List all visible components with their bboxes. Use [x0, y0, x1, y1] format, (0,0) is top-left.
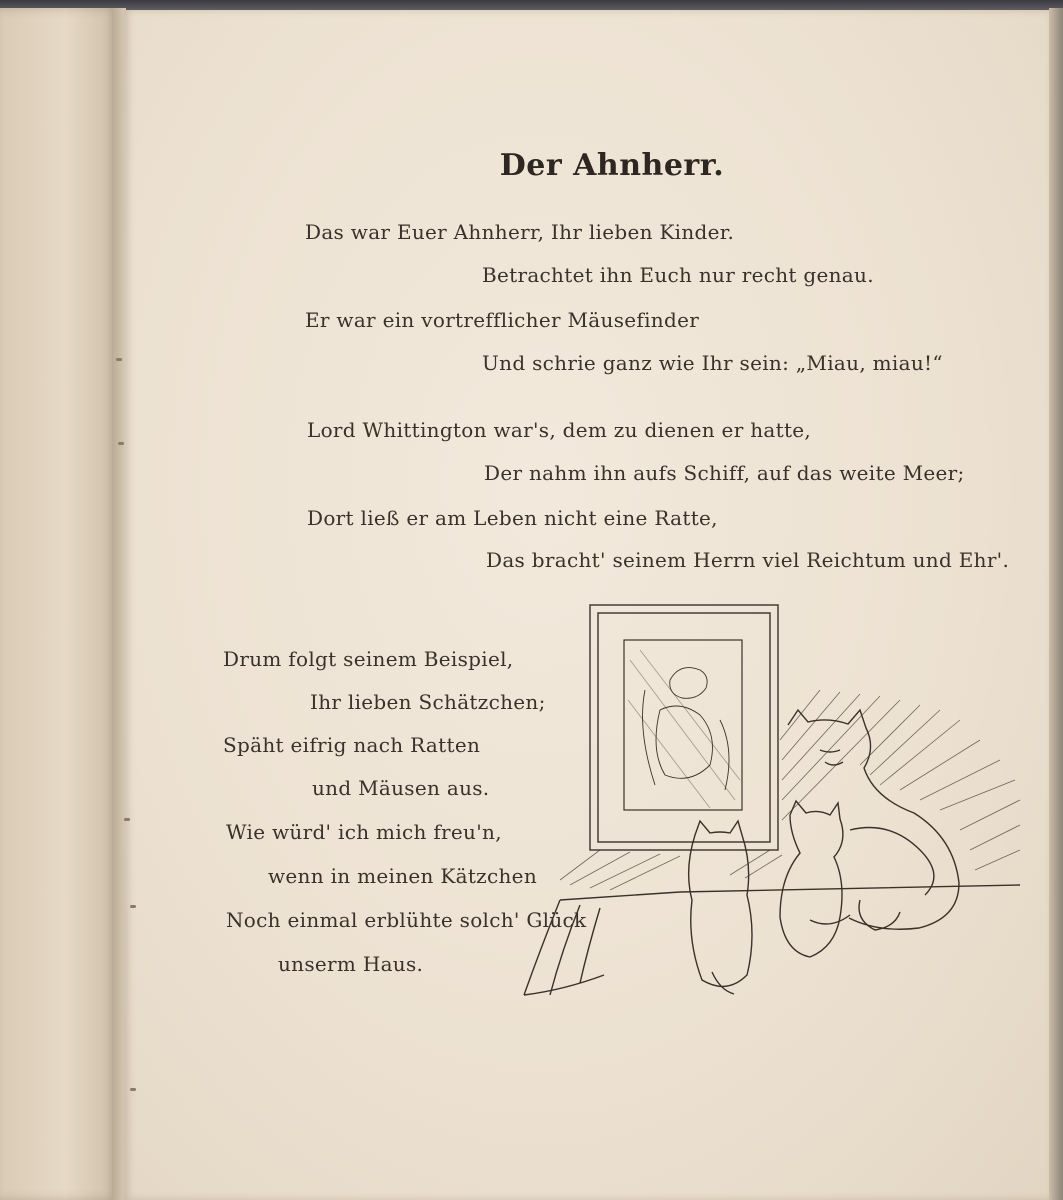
- verse-line: Der nahm ihn aufs Schiff, auf das weite Meer;: [484, 461, 965, 485]
- verse-line: Er war ein vortrefflicher Mäusefinder: [305, 308, 700, 332]
- verse-line: Das bracht' seinem Herrn viel Reichtum und Ehr'.: [486, 548, 1010, 572]
- verse-line: Drum folgt seinem Beispiel,: [223, 647, 514, 671]
- kitten-back: [689, 821, 752, 994]
- verse-line: und Mäusen aus.: [312, 776, 490, 800]
- binding-hole: [118, 442, 124, 445]
- shelf-edge: [560, 885, 1020, 900]
- verse-line: Noch einmal erblühte solch' Glück: [226, 908, 587, 932]
- portrait-sketch: [628, 650, 740, 808]
- binding-hole: [130, 1088, 136, 1091]
- verse-line: Und schrie ganz wie Ihr sein: „Miau, miau!“: [482, 351, 943, 375]
- verse-line: Ihr lieben Schätzchen;: [310, 690, 546, 714]
- right-page-edge: [1049, 8, 1063, 1200]
- verse-line: Das war Euer Ahnherr, Ihr lieben Kinder.: [305, 220, 735, 244]
- picture-frame: [590, 605, 778, 850]
- mother-cat: [788, 710, 959, 930]
- verse-line: Dort ließ er am Leben nicht eine Ratte,: [307, 506, 718, 530]
- left-page-edge: [0, 8, 118, 1200]
- wall-hatching: [560, 690, 1020, 890]
- verse-line: Lord Whittington war's, dem zu dienen er hatte,: [307, 418, 812, 442]
- verse-line: wenn in meinen Kätzchen: [268, 864, 537, 888]
- verse-line: unserm Haus.: [278, 952, 424, 976]
- binding-hole: [130, 905, 136, 908]
- verse-line: Betrachtet ihn Euch nur recht genau.: [482, 263, 874, 287]
- verse-line: Späht eifrig nach Ratten: [223, 733, 481, 757]
- cats-illustration: [520, 600, 1030, 1010]
- verse-line: Wie würd' ich mich freu'n,: [226, 820, 502, 844]
- binding-hole: [124, 818, 130, 821]
- kitten-front: [780, 801, 850, 957]
- poem-title: Der Ahnherr.: [499, 148, 725, 183]
- binding-hole: [116, 358, 122, 361]
